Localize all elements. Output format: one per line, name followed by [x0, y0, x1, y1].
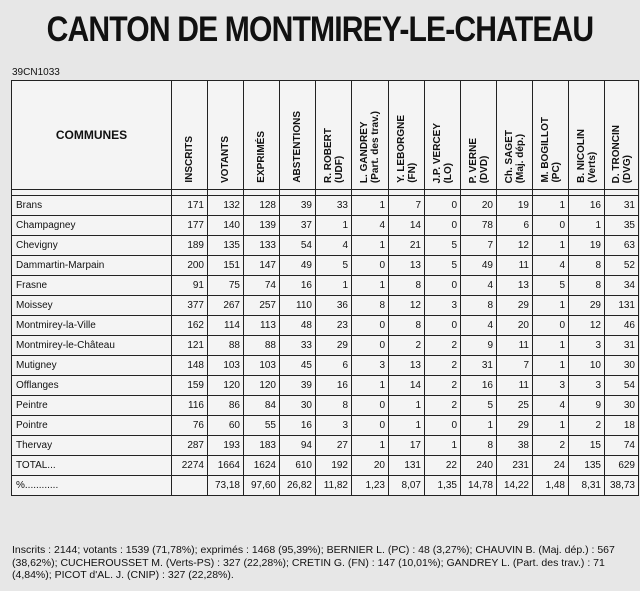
- table-cell: 2: [425, 336, 461, 356]
- commune-name: Montmirey-la-Ville: [12, 316, 172, 336]
- results-table: [11, 80, 639, 496]
- table-row: [12, 456, 639, 476]
- table-cell: 48: [280, 316, 316, 336]
- table-cell: 193: [208, 436, 244, 456]
- table-cell: 38: [497, 436, 533, 456]
- table-cell: 131: [389, 456, 425, 476]
- table-cell: 88: [208, 336, 244, 356]
- table-cell: 140: [208, 216, 244, 236]
- document-code: 39CN1033: [12, 67, 60, 78]
- table-cell: 54: [280, 236, 316, 256]
- table-cell: 29: [316, 336, 352, 356]
- column-header: [461, 81, 497, 190]
- table-cell: 139: [244, 216, 280, 236]
- column-header-label: Y. LEBORGNE (FN): [395, 115, 418, 183]
- table-cell: 1: [389, 396, 425, 416]
- table-cell: 52: [605, 256, 639, 276]
- table-cell: 31: [605, 336, 639, 356]
- table-cell: 2: [569, 416, 605, 436]
- table-cell: 171: [172, 196, 208, 216]
- table-cell: 4: [316, 236, 352, 256]
- table-cell: 4: [461, 316, 497, 336]
- table-cell: 1624: [244, 456, 280, 476]
- table-cell: 16: [316, 376, 352, 396]
- table-cell: 30: [280, 396, 316, 416]
- table-cell: 11: [497, 336, 533, 356]
- table-cell: 10: [569, 356, 605, 376]
- footer-summary: Inscrits : 2144; votants : 1539 (71,78%); exprimés : 1468 (95,39%); BERNIER L. (PC) : 48 (3,27%); CHAUVIN B. (Maj. dép.) : 567 (38,62%); CUCHEROUSSET M. (Verts-PS) : 327 (22,28%); CRETIN G. (FN) : 147 (10,01%); GANDREY L. (Part. des trav.) : 71 (4,84%); PICOT d'AL. J. (CNIP) : 327 (22,28%).: [12, 544, 615, 581]
- table-cell: 27: [316, 436, 352, 456]
- table-cell: 31: [605, 196, 639, 216]
- table-cell: 8: [569, 276, 605, 296]
- table-row: [12, 276, 639, 296]
- table-cell: 5: [425, 236, 461, 256]
- table-cell: 12: [569, 316, 605, 336]
- table-cell: 49: [280, 256, 316, 276]
- table-cell: 0: [352, 336, 389, 356]
- column-header-label: M. BOGILLOT (PC): [539, 117, 562, 183]
- table-cell: 120: [244, 376, 280, 396]
- table-cell: 103: [208, 356, 244, 376]
- table-cell: 16: [280, 276, 316, 296]
- table-cell: 287: [172, 436, 208, 456]
- commune-name: Thervay: [12, 436, 172, 456]
- table-row: [12, 296, 639, 316]
- table-cell: 4: [533, 396, 569, 416]
- table-cell: 30: [605, 356, 639, 376]
- table-cell: 6: [316, 356, 352, 376]
- table-cell: 14: [389, 376, 425, 396]
- table-cell: 94: [280, 436, 316, 456]
- table-cell: 114: [208, 316, 244, 336]
- table-cell: 1: [352, 236, 389, 256]
- table-cell: 15: [569, 436, 605, 456]
- table-cell: 1: [352, 376, 389, 396]
- table-cell: 14,78: [461, 476, 497, 496]
- table-cell: 1: [352, 196, 389, 216]
- table-cell: 1: [533, 356, 569, 376]
- table-cell: 63: [605, 236, 639, 256]
- table-cell: 1: [389, 416, 425, 436]
- table-cell: 1: [533, 236, 569, 256]
- column-header: [497, 81, 533, 190]
- table-cell: 24: [533, 456, 569, 476]
- column-header-label: J.P. VERCEY (LO): [431, 122, 454, 183]
- table-cell: 7: [389, 196, 425, 216]
- table-cell: 8: [461, 296, 497, 316]
- table-cell: 39: [280, 196, 316, 216]
- table-cell: 0: [533, 216, 569, 236]
- table-cell: 45: [280, 356, 316, 376]
- table-cell: 3: [316, 416, 352, 436]
- table-cell: 1,35: [425, 476, 461, 496]
- table-cell: 22: [425, 456, 461, 476]
- commune-name: Moissey: [12, 296, 172, 316]
- column-header-label: R. ROBERT (UDF): [322, 128, 345, 183]
- table-cell: 17: [389, 436, 425, 456]
- table-row: [12, 216, 639, 236]
- table-cell: 1664: [208, 456, 244, 476]
- table-cell: 0: [425, 216, 461, 236]
- table-cell: 35: [605, 216, 639, 236]
- table-cell: 91: [172, 276, 208, 296]
- commune-name: TOTAL...: [12, 456, 172, 476]
- table-cell: 113: [244, 316, 280, 336]
- table-cell: 240: [461, 456, 497, 476]
- column-header: [605, 81, 639, 190]
- table-cell: 8: [389, 276, 425, 296]
- table-cell: 38,73: [605, 476, 639, 496]
- table-cell: 1,48: [533, 476, 569, 496]
- table-cell: 76: [172, 416, 208, 436]
- commune-name: %............: [12, 476, 172, 496]
- table-cell: 103: [244, 356, 280, 376]
- table-cell: 11: [497, 376, 533, 396]
- table-cell: 8: [569, 256, 605, 276]
- column-header-label: P. VERNE (DVD): [467, 137, 490, 183]
- table-cell: 1,23: [352, 476, 389, 496]
- table-cell: 84: [244, 396, 280, 416]
- table-cell: 49: [461, 256, 497, 276]
- table-cell: 3: [352, 356, 389, 376]
- table-cell: 120: [208, 376, 244, 396]
- table-cell: 110: [280, 296, 316, 316]
- table-cell: 183: [244, 436, 280, 456]
- table-cell: 4: [533, 256, 569, 276]
- table-row: [12, 236, 639, 256]
- table-cell: 29: [497, 416, 533, 436]
- table-cell: 192: [316, 456, 352, 476]
- commune-name: Frasne: [12, 276, 172, 296]
- table-cell: 31: [461, 356, 497, 376]
- table-cell: 16: [569, 196, 605, 216]
- communes-header: COMMUNES: [12, 81, 172, 190]
- table-cell: 135: [208, 236, 244, 256]
- table-row: [12, 196, 639, 216]
- table-cell: 0: [533, 316, 569, 336]
- column-header: [569, 81, 605, 190]
- table-cell: 151: [208, 256, 244, 276]
- table-cell: 19: [497, 196, 533, 216]
- column-header-label: INSCRITS: [184, 136, 195, 183]
- table-cell: 128: [244, 196, 280, 216]
- table-cell: 5: [316, 256, 352, 276]
- column-header-label: EXPRIMÉS: [256, 131, 267, 183]
- table-cell: 19: [569, 236, 605, 256]
- table-cell: 2: [533, 436, 569, 456]
- header-row: [12, 81, 639, 190]
- table-cell: 88: [244, 336, 280, 356]
- table-cell: 46: [605, 316, 639, 336]
- table-cell: 1: [569, 216, 605, 236]
- table-cell: 8: [389, 316, 425, 336]
- table-cell: 86: [208, 396, 244, 416]
- page-title: CANTON DE MONTMIREY-LE-CHATEAU: [46, 10, 594, 49]
- table-row: [12, 316, 639, 336]
- commune-name: Brans: [12, 196, 172, 216]
- table-cell: 267: [208, 296, 244, 316]
- table-cell: 0: [352, 316, 389, 336]
- table-cell: 0: [352, 416, 389, 436]
- table-cell: 1: [316, 276, 352, 296]
- table-cell: 30: [605, 396, 639, 416]
- table-cell: 12: [497, 236, 533, 256]
- table-cell: 0: [352, 396, 389, 416]
- column-header: [533, 81, 569, 190]
- table-cell: 14: [389, 216, 425, 236]
- table-cell: 131: [605, 296, 639, 316]
- table-cell: 1: [533, 296, 569, 316]
- commune-name: Pointre: [12, 416, 172, 436]
- table-cell: 132: [208, 196, 244, 216]
- table-cell: 1: [533, 336, 569, 356]
- column-header-label: B. NICOLIN (Verts): [575, 129, 598, 183]
- column-header-label: Ch. SAGET (Maj. dép.): [503, 129, 526, 183]
- table-cell: 73,18: [208, 476, 244, 496]
- table-cell: 0: [425, 196, 461, 216]
- table-cell: 0: [425, 416, 461, 436]
- column-header: [389, 81, 425, 190]
- table-cell: 159: [172, 376, 208, 396]
- table-cell: 2: [425, 376, 461, 396]
- column-header-label: D. TRONCIN (DVG): [610, 124, 633, 183]
- table-cell: 20: [461, 196, 497, 216]
- table-cell: 3: [569, 376, 605, 396]
- table-cell: 177: [172, 216, 208, 236]
- table-cell: 55: [244, 416, 280, 436]
- table-cell: 610: [280, 456, 316, 476]
- table-cell: 33: [280, 336, 316, 356]
- table-cell: 5: [533, 276, 569, 296]
- table-cell: 3: [533, 376, 569, 396]
- table-cell: 14,22: [497, 476, 533, 496]
- table-cell: 1: [316, 216, 352, 236]
- table-row: [12, 256, 639, 276]
- table-cell: 4: [352, 216, 389, 236]
- table-cell: 3: [569, 336, 605, 356]
- commune-name: Montmirey-le-Château: [12, 336, 172, 356]
- table-cell: 54: [605, 376, 639, 396]
- table-row: [12, 476, 639, 496]
- commune-name: Champagney: [12, 216, 172, 236]
- table-cell: 8: [352, 296, 389, 316]
- table-cell: 25: [497, 396, 533, 416]
- table-cell: 29: [569, 296, 605, 316]
- column-header: [425, 81, 461, 190]
- table-cell: 7: [497, 356, 533, 376]
- table-cell: 1: [533, 196, 569, 216]
- table-cell: 75: [208, 276, 244, 296]
- table-row: [12, 416, 639, 436]
- table-cell: 78: [461, 216, 497, 236]
- table-cell: 9: [461, 336, 497, 356]
- table-body: [12, 190, 639, 496]
- commune-name: Dammartin-Marpain: [12, 256, 172, 276]
- table-row: [12, 356, 639, 376]
- table-cell: 60: [208, 416, 244, 436]
- table-cell: 16: [280, 416, 316, 436]
- table-row: [12, 336, 639, 356]
- column-header: [352, 81, 389, 190]
- column-header-label: ABSTENTIONS: [292, 111, 303, 183]
- table-cell: 257: [244, 296, 280, 316]
- table-cell: 162: [172, 316, 208, 336]
- table-cell: 231: [497, 456, 533, 476]
- table-cell: 97,60: [244, 476, 280, 496]
- table-cell: 9: [569, 396, 605, 416]
- table-cell: 5: [461, 396, 497, 416]
- column-header: [280, 81, 316, 190]
- table-cell: 34: [605, 276, 639, 296]
- table-cell: 29: [497, 296, 533, 316]
- table-cell: 2: [389, 336, 425, 356]
- table-cell: 8: [461, 436, 497, 456]
- table-cell: 26,82: [280, 476, 316, 496]
- table-cell: 74: [244, 276, 280, 296]
- table-cell: 37: [280, 216, 316, 236]
- table-cell: 135: [569, 456, 605, 476]
- table-cell: 2274: [172, 456, 208, 476]
- table-cell: 0: [425, 316, 461, 336]
- column-header: [208, 81, 244, 190]
- table-cell: 148: [172, 356, 208, 376]
- table-cell: 4: [461, 276, 497, 296]
- table-cell: [172, 476, 208, 496]
- table-cell: 20: [497, 316, 533, 336]
- column-header: [316, 81, 352, 190]
- table-cell: 1: [352, 276, 389, 296]
- column-header: [172, 81, 208, 190]
- table-cell: 0: [352, 256, 389, 276]
- table-cell: 0: [425, 276, 461, 296]
- table-row: [12, 436, 639, 456]
- table-row: [12, 396, 639, 416]
- table-cell: 20: [352, 456, 389, 476]
- commune-name: Peintre: [12, 396, 172, 416]
- table-cell: 189: [172, 236, 208, 256]
- table-cell: 200: [172, 256, 208, 276]
- table-cell: 12: [389, 296, 425, 316]
- table-cell: 377: [172, 296, 208, 316]
- table-cell: 74: [605, 436, 639, 456]
- table-cell: 121: [172, 336, 208, 356]
- table-cell: 147: [244, 256, 280, 276]
- table-cell: 33: [316, 196, 352, 216]
- table-cell: 5: [425, 256, 461, 276]
- table-cell: 133: [244, 236, 280, 256]
- table-cell: 1: [533, 416, 569, 436]
- table-cell: 629: [605, 456, 639, 476]
- table-cell: 18: [605, 416, 639, 436]
- table-cell: 6: [497, 216, 533, 236]
- table-cell: 3: [425, 296, 461, 316]
- table-row: [12, 376, 639, 396]
- commune-name: Offlanges: [12, 376, 172, 396]
- commune-name: Mutigney: [12, 356, 172, 376]
- table-cell: 8: [316, 396, 352, 416]
- table-cell: 11,82: [316, 476, 352, 496]
- table-cell: 8,31: [569, 476, 605, 496]
- table-cell: 1: [425, 436, 461, 456]
- table-cell: 13: [389, 356, 425, 376]
- column-header-label: L. GANDREY (Part. des trav.): [359, 110, 381, 183]
- table-cell: 13: [389, 256, 425, 276]
- table-cell: 39: [280, 376, 316, 396]
- table-cell: 11: [497, 256, 533, 276]
- table-cell: 1: [461, 416, 497, 436]
- column-header: [244, 81, 280, 190]
- column-header-label: VOTANTS: [220, 135, 231, 183]
- table-cell: 21: [389, 236, 425, 256]
- table-cell: 36: [316, 296, 352, 316]
- table-cell: 13: [497, 276, 533, 296]
- table-cell: 116: [172, 396, 208, 416]
- table-cell: 23: [316, 316, 352, 336]
- table-cell: 7: [461, 236, 497, 256]
- table-cell: 2: [425, 356, 461, 376]
- table-cell: 16: [461, 376, 497, 396]
- commune-name: Chevigny: [12, 236, 172, 256]
- table-cell: 2: [425, 396, 461, 416]
- table-cell: 1: [352, 436, 389, 456]
- table-cell: 8,07: [389, 476, 425, 496]
